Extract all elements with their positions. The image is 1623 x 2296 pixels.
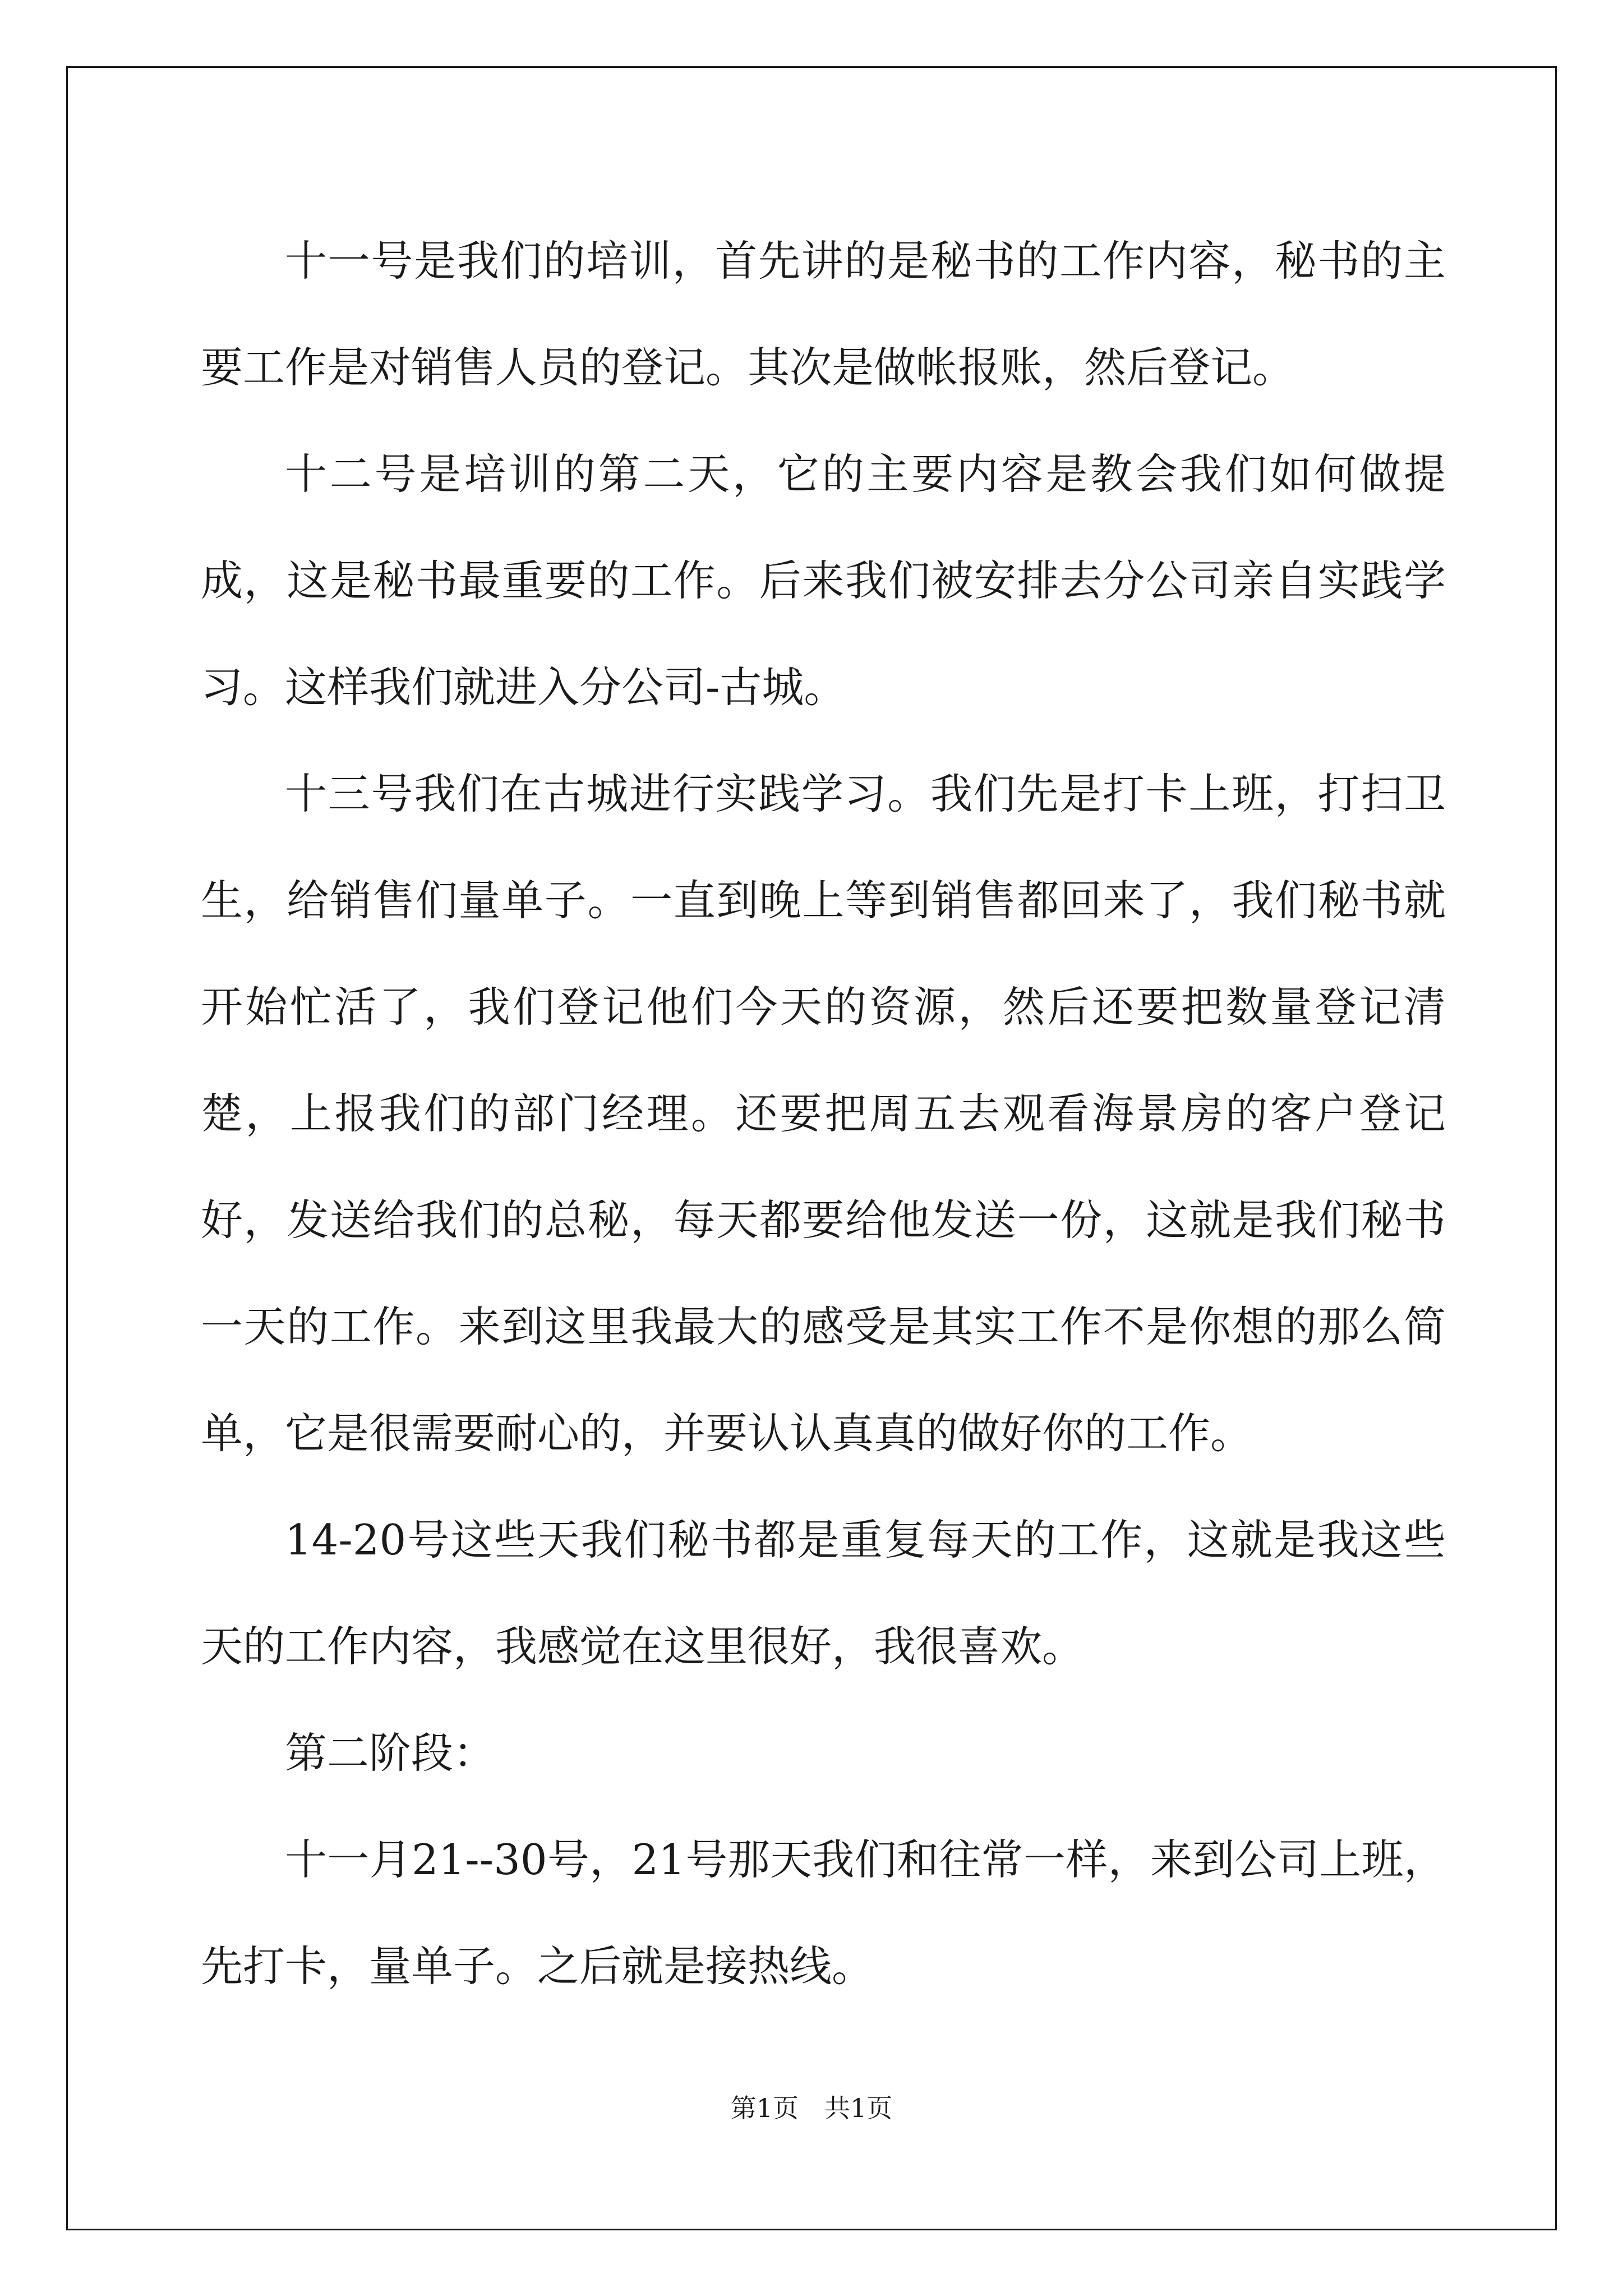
section-heading: 第二阶段： — [285, 1728, 496, 1778]
paragraph-5: 十一月21--30号，21号那天我们和往常一样，来到公司上班，先打卡，量单子。之后就是接热线。 — [201, 1835, 1446, 1991]
document-body — [201, 208, 1446, 2019]
paragraph-4: 14-20号这些天我们秘书都是重复每天的工作，这就是我这些天的工作内容，我感觉在这里很好，我很喜欢。 — [201, 1515, 1446, 1671]
paragraph-1: 十一号是我们的培训，首先讲的是秘书的工作内容，秘书的主要工作是对销售人员的登记。其次是做帐报账，然后登记。 — [201, 236, 1446, 392]
paragraph-2: 十二号是培训的第二天，它的主要内容是教会我们如何做提成，这是秘书最重要的工作。后来我们被安排去分公司亲自实践学习。这样我们就进入分公司-古城。 — [201, 449, 1446, 712]
page-number-footer: 第1页 共1页 — [730, 2093, 893, 2123]
paragraph-3: 十三号我们在古城进行实践学习。我们先是打卡上班，打扫卫生，给销售们量单子。一直到晚上等到销售都回来了，我们秘书就开始忙活了，我们登记他们今天的资源，然后还要把数量登记清楚，上报我们的部门经理。还要把周五去观看海景房的客户登记好，发送给我们的总秘，每天都要给他发送一份，这就是我们秘书一天的工作。来到这里我最大的感受是其实工作不是你想的那么简单，它是很需要耐心的，并要认认真真的做好你的工作。 — [201, 769, 1446, 1458]
